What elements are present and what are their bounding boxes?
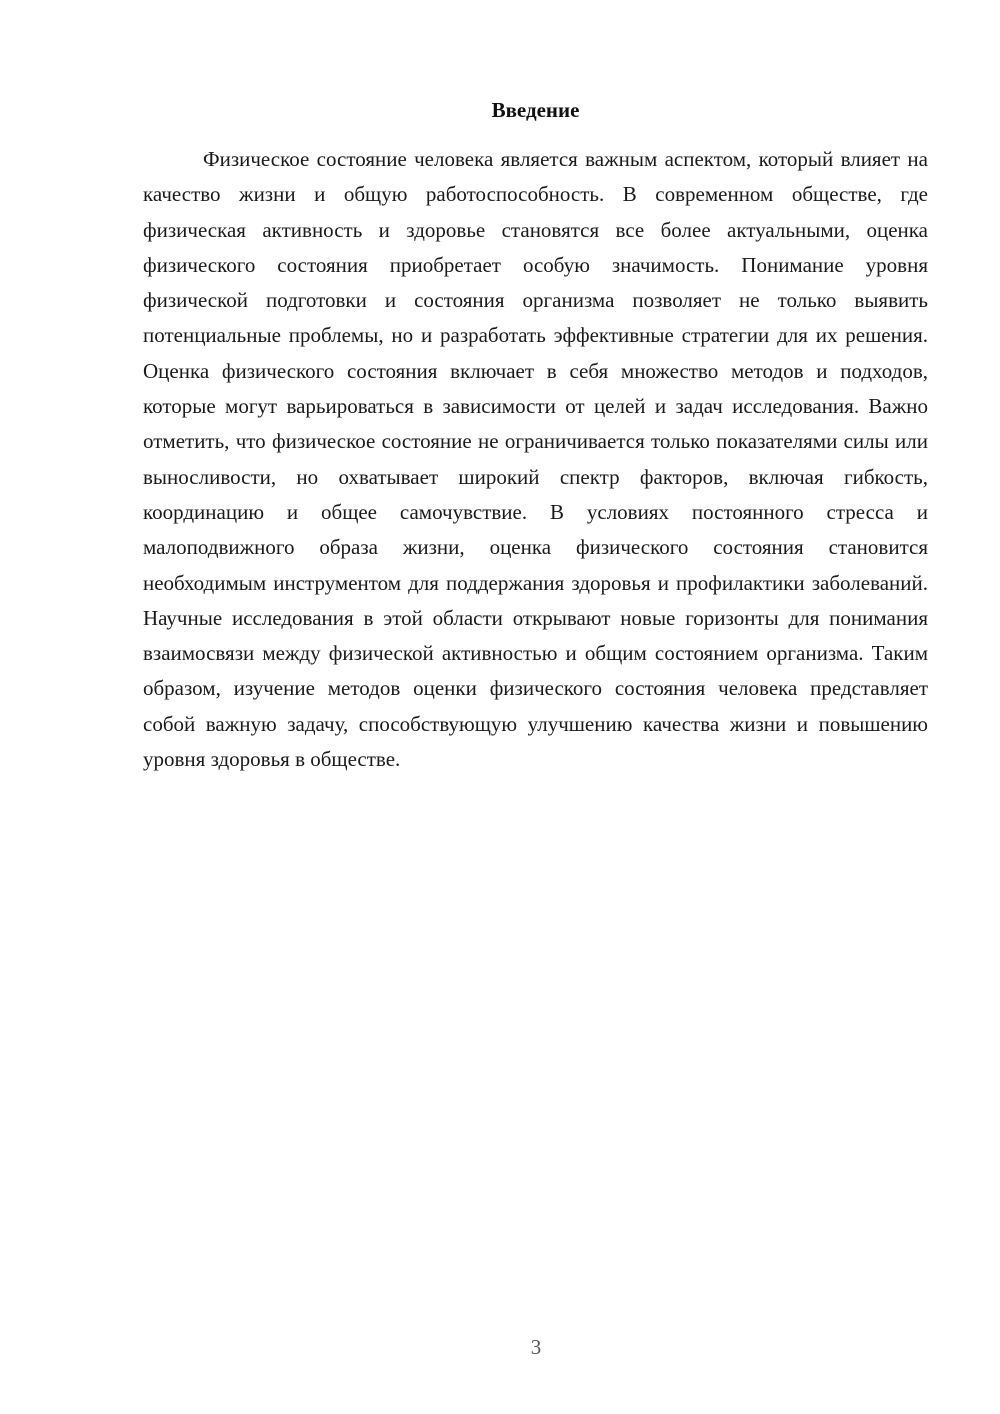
page-number: 3 [530,1335,542,1359]
section-title: Введение [491,98,580,122]
body-paragraph: Физическое состояние человека является важным аспектом, который влияет на качество жизни и общую работоспособность. В современном обществе, где физическая активность и здоровье становятся все более актуальными, оценка физического состояния приобретает особую значимость. Понимание уровня физической подготовки и состояния организма позволяет не только выявить потенциальные проблемы, но и разработать эффективные стратегии для их решения. Оценка физического состояния включает в себя множество методов и подходов, которые могут варьироваться в зависимости от целей и задач исследования. Важно отметить, что физическое состояние не ограничивается только показателями силы или выносливости, но охватывает широкий спектр факторов, включая гибкость, координацию и общее самочувствие. В условиях постоянного стресса и малоподвижного образа жизни, оценка физического состояния становится необходимым инструментом для поддержания здоровья и профилактики заболеваний. Научные исследования в этой области открывают новые горизонты для понимания взаимосвязи между физической активностью и общим состоянием организма. Таким образом, изучение методов оценки физического состояния человека представляет собой важную задачу, способствующую улучшению качества жизни и повышению уровня здоровья в обществе. [143,147,928,772]
